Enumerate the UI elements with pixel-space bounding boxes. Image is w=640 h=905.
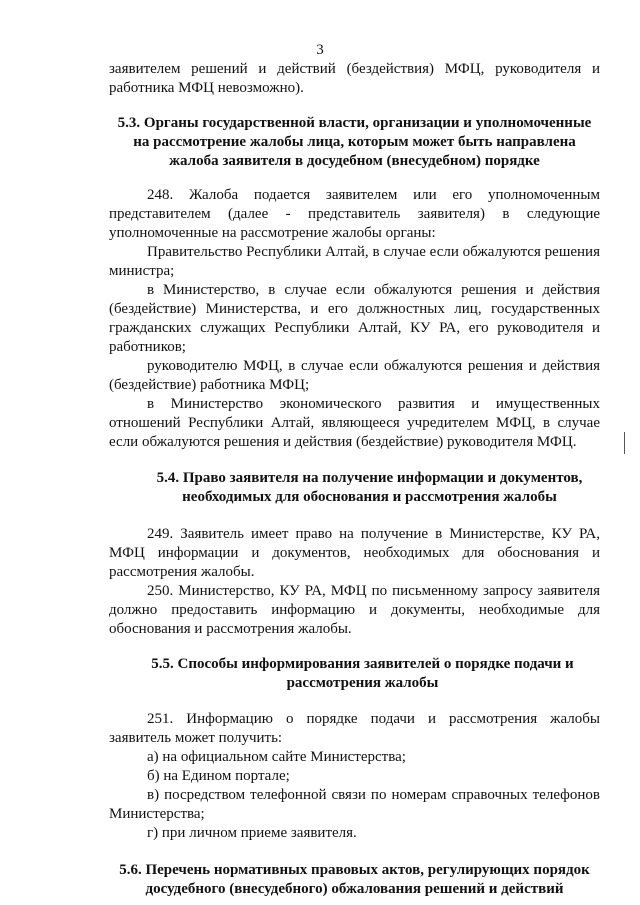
list-item-b: б) на Едином портале; — [147, 768, 290, 784]
list-item-ministry: в Министерство, в случае если обжалуются решения и действия (бездействие) Министерства, и его должностных лиц, государственных гражданских служащих Республики Алтай, КУ РА, его руководителя и работников; — [109, 282, 600, 355]
list-item-a: а) на официальном сайте Министерства; — [147, 749, 406, 765]
section-5-3-heading: 5.3. Органы государственной власти, организации и уполномоченные на рассмотрение жалобы лица, которым может быть направлена жалоба заявителя в досудебном (внесудебном) порядке — [117, 115, 592, 169]
page-content — [109, 60, 600, 899]
scan-margin-mark — [624, 432, 625, 454]
paragraph-249: 249. Заявитель имеет право на получение в Министерстве, КУ РА, МФЦ информации и документов, необходимых для обоснования и рассмотрения жалобы. — [109, 526, 600, 580]
list-item-g: г) при личном приеме заявителя. — [147, 825, 357, 841]
paragraph-248: 248. Жалоба подается заявителем или его уполномоченным представителем (далее - представитель заявителя) в следующие уполномоченные на рассмотрение жалобы органы: — [109, 187, 600, 241]
paragraph-250: 250. Министерство, КУ РА, МФЦ по письменному запросу заявителя должно предоставить информацию и документы, необходимые для обоснования и рассмотрения жалобы. — [109, 583, 600, 637]
list-item-economy-ministry: в Министерство экономического развития и имущественных отношений Республики Алтай, являющееся учредителем МФЦ, в случае если обжалуются решения и действия (бездействие) руководителя МФЦ. — [109, 396, 600, 450]
intro-continuation: заявителем решений и действий (бездействия) МФЦ, руководителя и работника МФЦ невозможно). — [109, 61, 600, 96]
section-5-6-heading: 5.6. Перечень нормативных правовых актов, регулирующих порядок досудебного (внесудебного) обжалования решений и действий — [119, 862, 590, 897]
list-item-government: Правительство Республики Алтай, в случае если обжалуются решения министра; — [109, 244, 600, 279]
list-item-mfc-head: руководителю МФЦ, в случае если обжалуются решения и действия (бездействие) работника МФЦ; — [109, 358, 600, 393]
page-number: 3 — [316, 42, 324, 58]
section-5-4-heading: 5.4. Право заявителя на получение информации и документов, необходимых для обоснования и рассмотрения жалобы — [156, 470, 583, 505]
list-item-v: в) посредством телефонной связи по номерам справочных телефонов Министерства; — [109, 787, 600, 822]
paragraph-251: 251. Информацию о порядке подачи и рассмотрения жалобы заявитель может получить: — [109, 711, 600, 746]
section-5-5-heading: 5.5. Способы информирования заявителей о порядке подачи и рассмотрения жалобы — [151, 656, 574, 691]
